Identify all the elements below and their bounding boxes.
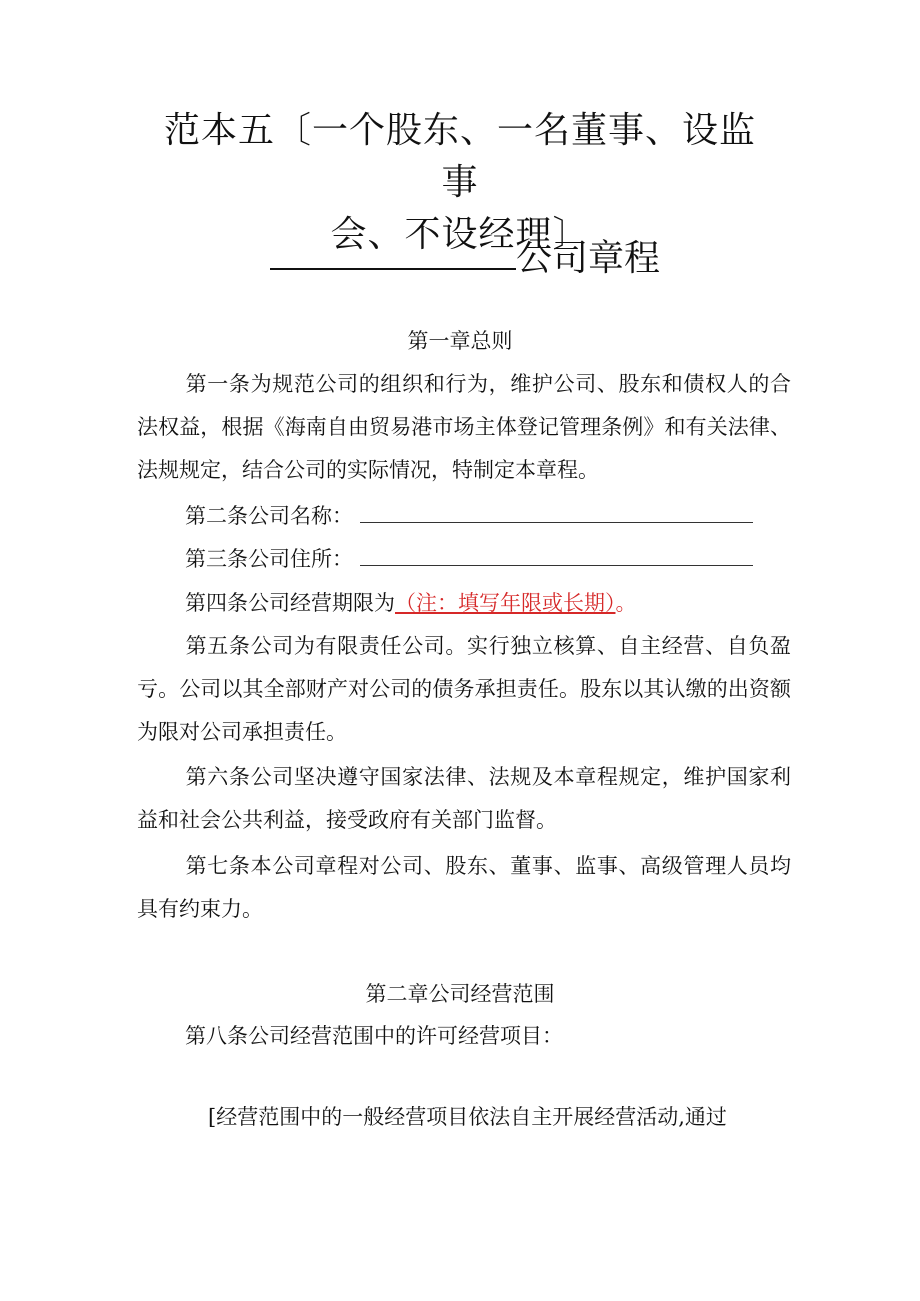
company-name-blank[interactable]: [270, 232, 516, 270]
company-name-field[interactable]: [360, 500, 753, 523]
article-2: [185, 500, 753, 531]
article-3: [185, 543, 753, 574]
article-6-text: 第六条公司坚决遵守国家法律、法规及本章程规定，维护国家利益和社会公共利益，接受政府有关部门监督。: [137, 765, 791, 832]
article-3-label: 第三条公司住所：: [185, 547, 353, 571]
article-1-text: 第一条为规范公司的组织和行为，维护公司、股东和债权人的合法权益，根据《海南自由贸易港市场主体登记管理条例》和有关法律、法规规定，结合公司的实际情况，特制定本章程。: [137, 372, 791, 482]
chapter-2-heading: 第二章公司经营范围: [365, 982, 555, 1006]
article-7: [137, 845, 791, 931]
article-8: 第八条公司经营范围中的许可经营项目：: [185, 1024, 563, 1048]
article-7-text: 第七条本公司章程对公司、股东、董事、监事、高级管理人员均具有约束力。: [137, 854, 791, 921]
company-address-field[interactable]: [360, 543, 753, 566]
charter-suffix: 公司章程: [516, 238, 661, 279]
article-4-end: 。: [615, 591, 637, 615]
article-4: [185, 588, 637, 618]
article-5-text: 第五条公司为有限责任公司。实行独立核算、自主经营、自负盈亏。公司以其全部财产对公司的债务承担责任。股东以其认缴的出资额为限对公司承担责任。: [137, 634, 791, 744]
company-charter-title: [270, 232, 660, 285]
article-4-label: 第四条公司经营期限为: [185, 591, 395, 615]
article-1: [137, 363, 791, 492]
article-5: [137, 625, 791, 754]
article-2-label: 第二条公司名称：: [185, 504, 353, 528]
business-scope-note: [经营范围中的一般经营项目依法自主开展经营活动,通过: [208, 1105, 727, 1129]
article-6: [137, 756, 791, 842]
term-note[interactable]: （注：填写年限或长期）: [395, 591, 616, 615]
chapter-1-heading: 第一章总则: [407, 329, 513, 353]
title-line-2: 会、不设经理〕: [330, 214, 590, 255]
title-line-1: 范本五〔一个股东、一名董事、设监事: [163, 110, 756, 203]
